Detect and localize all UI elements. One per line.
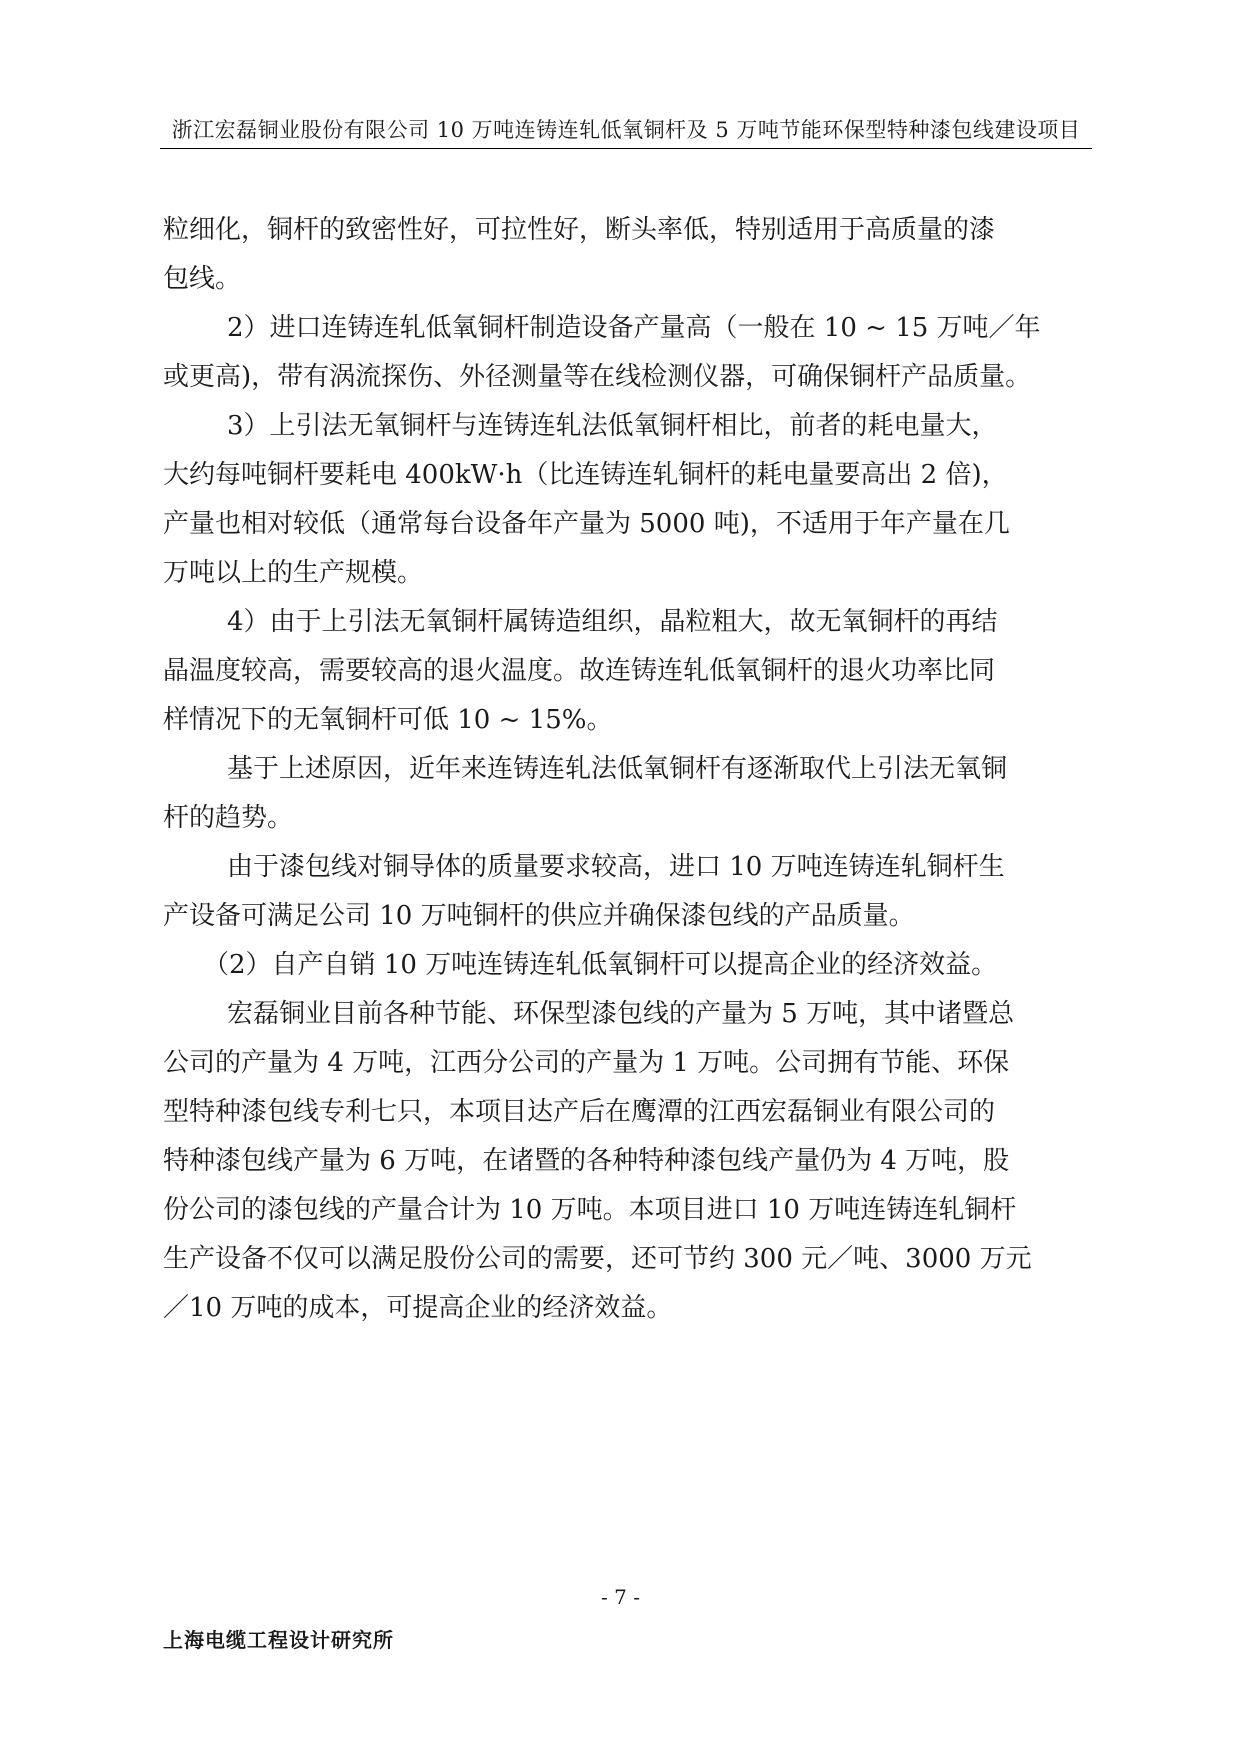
paragraph-company-output <box>163 990 1093 1333</box>
text-line: 万吨以上的生产规模。 <box>163 558 424 588</box>
paragraph-summary <box>163 745 1093 843</box>
text-line: 或更高)，带有涡流探伤、外径测量等在线检测仪器，可确保铜杆产品质量。 <box>163 362 1032 392</box>
text-line: 型特种漆包线专利七只，本项目达产后在鹰潭的江西宏磊铜业有限公司的 <box>163 1097 996 1127</box>
text-line: 由于漆包线对铜导体的质量要求较高，进口 10 万吨连铸连轧铜杆生 <box>227 852 1005 882</box>
paragraph-continuation <box>163 206 1093 304</box>
paragraph-subheading-2 <box>163 941 1093 990</box>
text-line: 大约每吨铜杆要耗电 400kW·h（比连铸连轧铜杆的耗电量要高出 2 倍)， <box>163 460 1008 490</box>
text-line: 3）上引法无氧铜杆与连铸连轧法低氧铜杆相比，前者的耗电量大， <box>227 411 998 441</box>
paragraph-item-4 <box>163 598 1093 745</box>
text-line: 产量也相对较低（通常每台设备年产量为 5000 吨)，不适用于年产量在几 <box>163 509 1010 539</box>
text-line: 宏磊铜业目前各种节能、环保型漆包线的产量为 5 万吨，其中诸暨总 <box>227 999 1015 1029</box>
text-line: 粒细化，铜杆的致密性好，可拉性好，断头率低，特别适用于高质量的漆 <box>163 215 996 245</box>
text-line: 基于上述原因，近年来连铸连轧法低氧铜杆有逐渐取代上引法无氧铜 <box>227 754 1008 784</box>
text-line: 公司的产量为 4 万吨，江西分公司的产量为 1 万吨。公司拥有节能、环保 <box>163 1048 1010 1078</box>
header-divider <box>160 148 1092 149</box>
paragraph-import-equipment <box>163 843 1093 941</box>
paragraph-item-2 <box>163 304 1093 402</box>
page-number: - 7 - <box>601 1585 640 1609</box>
document-body <box>163 206 1093 1333</box>
text-line: 生产设备不仅可以满足股份公司的需要，还可节约 300 元／吨、3000 万元 <box>163 1244 1032 1274</box>
text-line: 特种漆包线产量为 6 万吨，在诸暨的各种特种漆包线产量仍为 4 万吨，股 <box>163 1146 1010 1176</box>
text-line: 包线。 <box>163 264 242 294</box>
footer-organization: 上海电缆工程设计研究所 <box>163 1628 394 1652</box>
text-line: ／10 万吨的成本，可提高企业的经济效益。 <box>163 1293 673 1323</box>
text-line: 样情况下的无氧铜杆可低 10 ~ 15%。 <box>163 705 613 735</box>
text-line: 4）由于上引法无氧铜杆属铸造组织，晶粒粗大，故无氧铜杆的再结 <box>227 607 998 637</box>
text-line: 2）进口连铸连轧低氧铜杆制造设备产量高（一般在 10 ~ 15 万吨／年 <box>227 313 1041 343</box>
text-line: 份公司的漆包线的产量合计为 10 万吨。本项目进口 10 万吨连铸连轧铜杆 <box>163 1195 1017 1225</box>
paragraph-item-3 <box>163 402 1093 598</box>
text-line: 杆的趋势。 <box>163 803 294 833</box>
text-line: 晶温度较高，需要较高的退火温度。故连铸连轧低氧铜杆的退火功率比同 <box>163 656 996 686</box>
text-line: （2）自产自销 10 万吨连铸连轧低氧铜杆可以提高企业的经济效益。 <box>203 950 998 980</box>
text-line: 产设备可满足公司 10 万吨铜杆的供应并确保漆包线的产品质量。 <box>163 901 915 931</box>
document-header-title: 浙江宏磊铜业股份有限公司 10 万吨连铸连轧低氧铜杆及 5 万吨节能环保型特种漆包线建设项目 <box>171 118 1081 142</box>
